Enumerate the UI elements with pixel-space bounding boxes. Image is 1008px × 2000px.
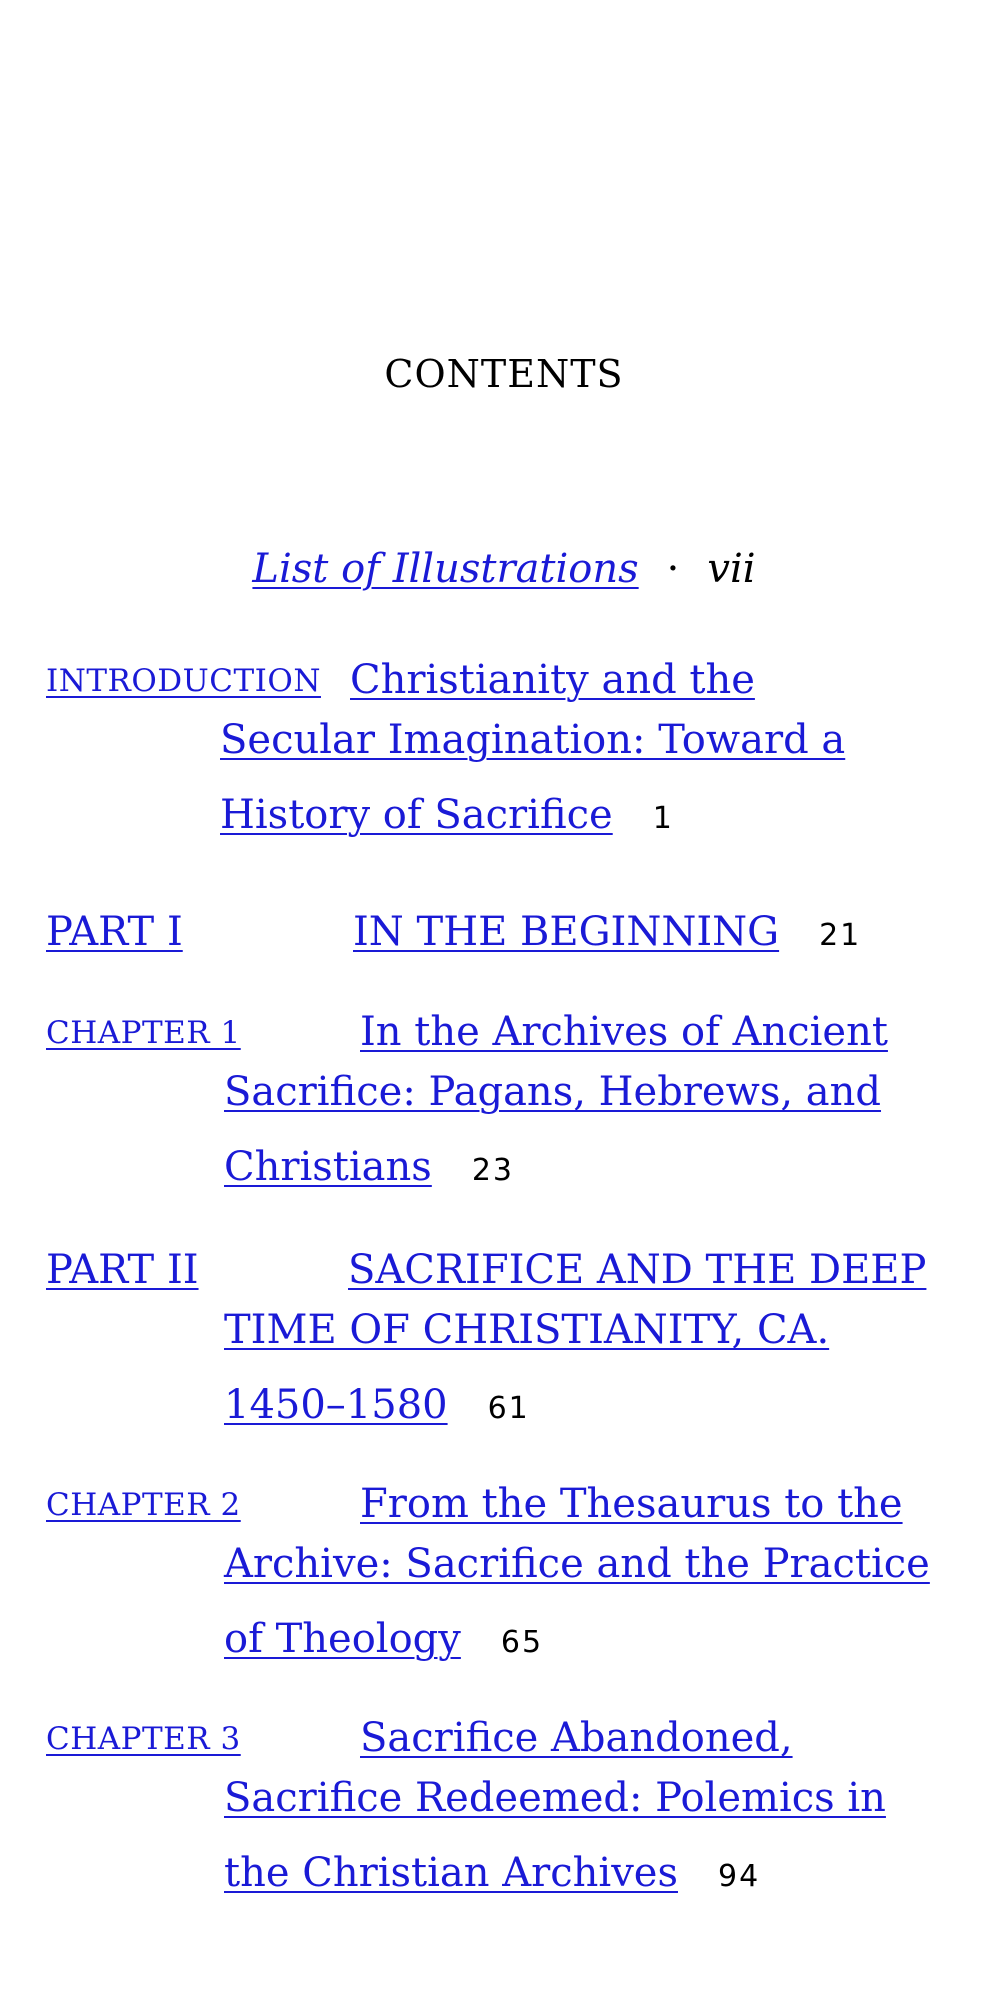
- entry-title-line[interactable]: Christianity and the: [350, 657, 755, 703]
- entry-title-line[interactable]: TIME OF CHRISTIANITY, CA.: [224, 1307, 830, 1353]
- entry-title-line[interactable]: IN THE BEGINNING: [353, 909, 780, 955]
- entry-title-line[interactable]: From the Thesaurus to the: [360, 1481, 903, 1527]
- page-number: 94: [717, 1859, 761, 1894]
- entry-title-line[interactable]: the Christian Archives: [224, 1850, 678, 1896]
- illustrations-page: vii: [707, 546, 756, 592]
- entry-title-line[interactable]: Sacrifice Abandoned,: [360, 1715, 793, 1761]
- entry-label-introduction[interactable]: INTRODUCTION: [46, 663, 321, 699]
- entry-last-line: [224, 1850, 761, 1896]
- illustrations-link[interactable]: List of Illustrations: [252, 546, 639, 592]
- entry-title-line[interactable]: Sacrifice Redeemed: Polemics in: [224, 1775, 886, 1821]
- illustrations-entry: [0, 546, 1008, 592]
- entry-label-chapter-1[interactable]: CHAPTER 1: [46, 1015, 241, 1051]
- entry-title-line[interactable]: of Theology: [224, 1616, 461, 1662]
- entry-title-line[interactable]: Sacrifice: Pagans, Hebrews, and: [224, 1069, 882, 1115]
- entry-label-part-1[interactable]: PART I: [46, 909, 183, 955]
- entry-last-line: [224, 1382, 530, 1428]
- entry-title-line[interactable]: Archive: Sacrifice and the Practice: [224, 1541, 930, 1587]
- page-number: 65: [500, 1625, 544, 1660]
- entry-label-chapter-2[interactable]: CHAPTER 2: [46, 1487, 241, 1523]
- entry-label-chapter-3[interactable]: CHAPTER 3: [46, 1721, 241, 1757]
- page-number: 21: [819, 918, 862, 953]
- page-number: 1: [652, 801, 674, 836]
- entry-title-line[interactable]: In the Archives of Ancient: [360, 1009, 888, 1055]
- entry-label-part-2[interactable]: PART II: [46, 1247, 199, 1293]
- entry-title-line[interactable]: Secular Imagination: Toward a: [220, 717, 846, 763]
- contents-heading: CONTENTS: [384, 352, 624, 396]
- entry-last-line: [224, 1144, 514, 1190]
- entry-title-line[interactable]: History of Sacrifice: [220, 792, 613, 838]
- entry-last-line: [353, 909, 862, 955]
- page-number: 61: [487, 1391, 530, 1426]
- entry-last-line: [224, 1616, 544, 1662]
- entry-title-line[interactable]: 1450–1580: [224, 1382, 448, 1428]
- entry-last-line: [220, 792, 674, 838]
- separator-dot: ·: [666, 546, 680, 592]
- entry-title-line[interactable]: Christians: [224, 1144, 432, 1190]
- entry-title-line[interactable]: SACRIFICE AND THE DEEP: [348, 1247, 927, 1293]
- page-number: 23: [471, 1153, 514, 1188]
